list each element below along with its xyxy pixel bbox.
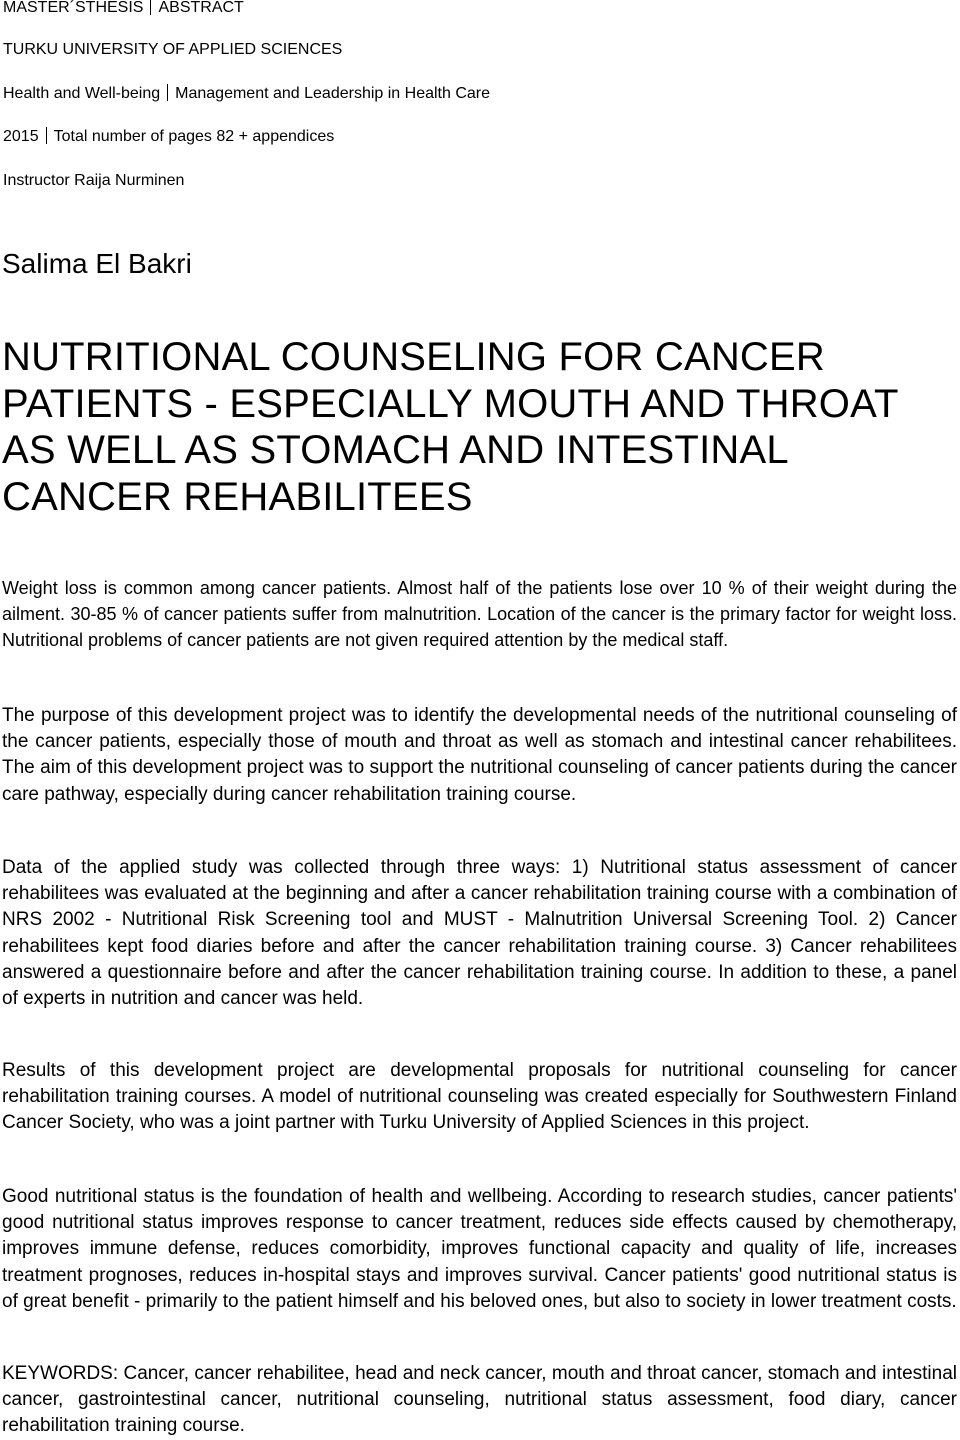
page-count: Total number of pages 82 + appendices	[53, 128, 335, 145]
abstract-paragraph-purpose: The purpose of this development project was to identify the developmental needs of the nutritional counseling of the cancer patients, especially those of mouth and throat as well as stomach and intestinal cancer rehabilitees. The aim of this development project was to support the nutritional counseling of cancer patients during the cancer care pathway, especially during cancer rehabilitation training course.	[2, 705, 957, 805]
degree-programme-line	[3, 84, 490, 104]
abstract-paragraph-intro: Weight loss is common among cancer patients. Almost half of the patients lose over 10 % of their weight during the ailment. 30-85 % of cancer patients suffer from malnutrition. Location of the cancer is the primary factor for weight loss. Nutritional problems of cancer patients are not given required attention by the medical staff.	[2, 578, 957, 650]
university-name: TURKU UNIVERSITY OF APPLIED SCIENCES	[3, 41, 343, 58]
faculty: Health and Well-being	[3, 85, 161, 102]
abstract-paragraph-conclusion: Good nutritional status is the foundation of health and wellbeing. According to research studies, cancer patients' good nutritional status improves response to cancer treatment, reduces side effects caused by chemotherapy, improves immune defense, reduces comorbidity, improves functional capacity and quality of life, increases treatment prognoses, reduces in-hospital stays and improves survival. Cancer patients' good nutritional status is of great benefit - primarily to the patient himself and his beloved ones, but also to society in lower treatment costs.	[2, 1186, 957, 1312]
instructor-line: Instructor Raija Nurminen	[3, 172, 185, 189]
abstract-paragraph-methods: Data of the applied study was collected through three ways: 1) Nutritional status assessment of cancer rehabilitees was evaluated at the beginning and after a cancer rehabilitation training course with a combination of NRS 2002 - Nutritional Risk Screening tool and MUST - Malnutrition Universal Screening Tool. 2) Cancer rehabilitees kept food diaries before and after the cancer rehabilitation training course. 3) Cancer rehabilitees answered a questionnaire before and after the cancer rehabilitation training course. In addition to these, a panel of experts in nutrition and cancer was held.	[2, 857, 957, 1010]
title-line: PATIENTS - ESPECIALLY MOUTH AND THROAT	[2, 381, 899, 426]
title-line: NUTRITIONAL COUNSELING FOR CANCER	[2, 335, 825, 379]
abstract-paragraph-results: Results of this development project are developmental proposals for nutritional counseling for cancer rehabilitation training courses. A model of nutritional counseling was created especially for Southwestern Finland Cancer Society, who was a joint partner with Turku University of Applied Sciences in this project.	[2, 1060, 957, 1134]
section-type: ABSTRACT	[158, 0, 244, 16]
year: 2015	[3, 128, 39, 145]
document-type-line	[3, 0, 244, 18]
separator	[167, 84, 168, 101]
year-pages-line	[3, 127, 334, 147]
degree-programme: Management and Leadership in Health Care	[175, 85, 491, 102]
author-name: Salima El Bakri	[2, 248, 192, 279]
thesis-title	[2, 334, 957, 520]
title-line: CANCER REHABILITEES	[2, 474, 473, 519]
thesis-type: MASTER´STHESIS	[3, 0, 144, 16]
title-line: AS WELL AS STOMACH AND INTESTINAL	[2, 428, 789, 472]
separator	[46, 127, 47, 144]
keywords-paragraph: KEYWORDS: Cancer, cancer rehabilitee, head and neck cancer, mouth and throat cancer, stomach and intestinal cancer, gastrointestinal cancer, nutritional counseling, nutritional status assessment, food diary, cancer rehabilitation training course.	[2, 1363, 957, 1437]
separator	[150, 0, 151, 15]
